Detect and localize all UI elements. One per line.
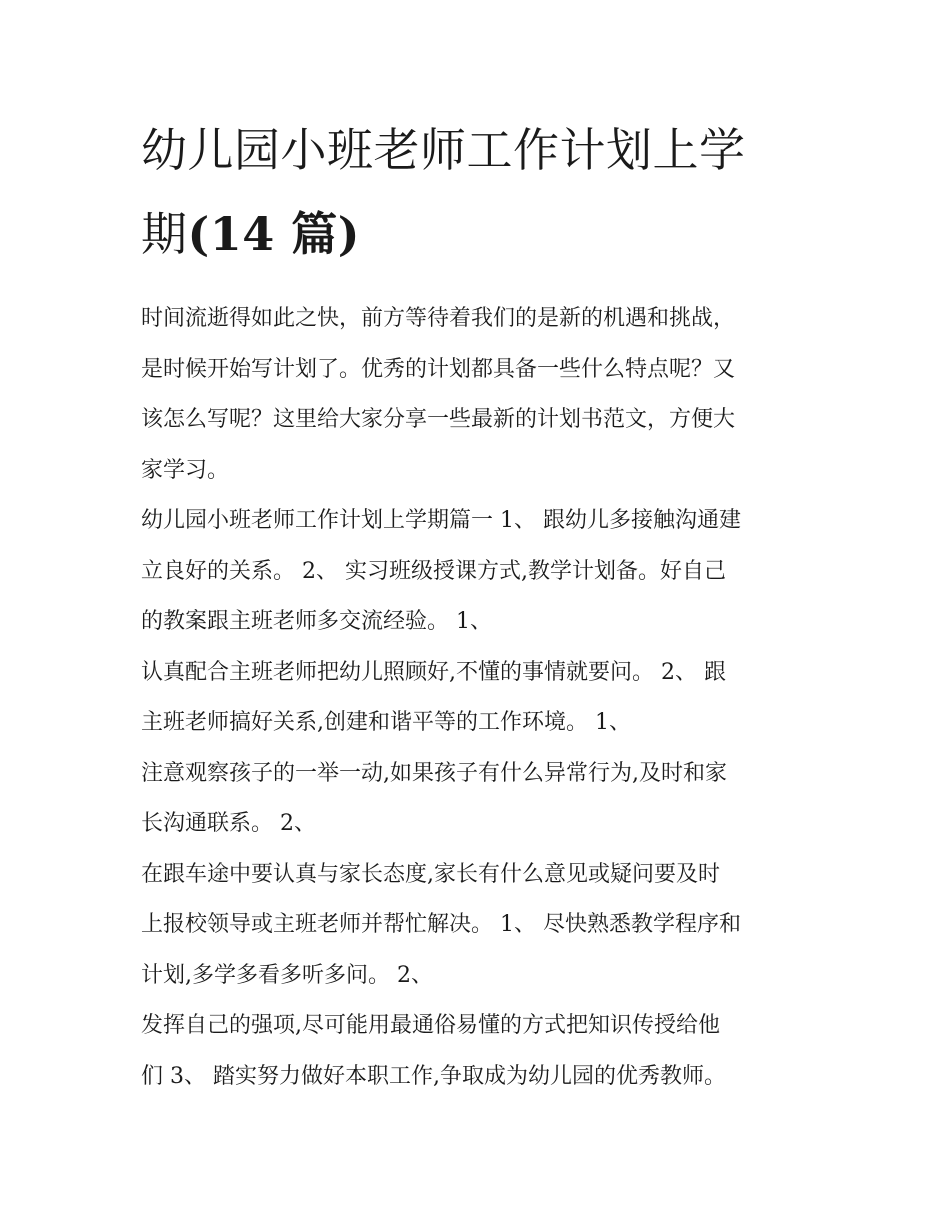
body-line: 认真配合主班老师把幼儿照顾好,不懂的事情就要问。 2、 跟 [141, 659, 726, 685]
body-line: 长沟通联系。 2、 [141, 811, 316, 836]
body-line: 注意观察孩子的一举一动,如果孩子有什么异常行为,及时和家 [141, 760, 727, 786]
body-line: 立良好的关系。 2、 实习班级授课方式,教学计划备。好自己 [141, 558, 726, 584]
intro-line: 该怎么写呢？这里给大家分享一些最新的计划书范文，方便大 [141, 407, 736, 432]
title-count: (14 篇) [187, 207, 361, 261]
body-line: 们 3、 踏实努力做好本职工作,争取成为幼儿园的优秀教师。 [141, 1063, 726, 1089]
title-line-1: 幼儿园小班老师工作计划上学 [141, 123, 746, 177]
body-line: 发挥自己的强项,尽可能用最通俗易懂的方式把知识传授给他 [141, 1013, 720, 1038]
title-line-2-prefix: 期 [141, 207, 188, 261]
body-line: 主班老师搞好关系,创建和谐平等的工作环境。 1、 [141, 710, 631, 735]
intro-line: 时间流逝得如此之快，前方等待着我们的是新的机遇和挑战， [141, 306, 736, 331]
intro-line: 家学习。 [141, 457, 230, 483]
document-title [141, 108, 821, 276]
intro-paragraph [141, 294, 821, 496]
body-paragraph [141, 496, 821, 1102]
body-line: 计划,多学多看多听多问。 2、 [141, 962, 433, 988]
body-line: 的教案跟主班老师多交流经验。 1、 [141, 609, 492, 634]
title-line-2 [141, 192, 821, 276]
body-line: 在跟车途中要认真与家长态度,家长有什么意见或疑问要及时 [141, 861, 720, 887]
body-line: 幼儿园小班老师工作计划上学期篇一 1、 跟幼儿多接触沟通建 [141, 508, 741, 533]
body-line: 上报校领导或主班老师并帮忙解决。 1、 尽快熟悉教学程序和 [141, 912, 741, 937]
document-page [141, 108, 821, 1102]
intro-line: 是时候开始写计划了。优秀的计划都具备一些什么特点呢？又 [141, 356, 736, 382]
